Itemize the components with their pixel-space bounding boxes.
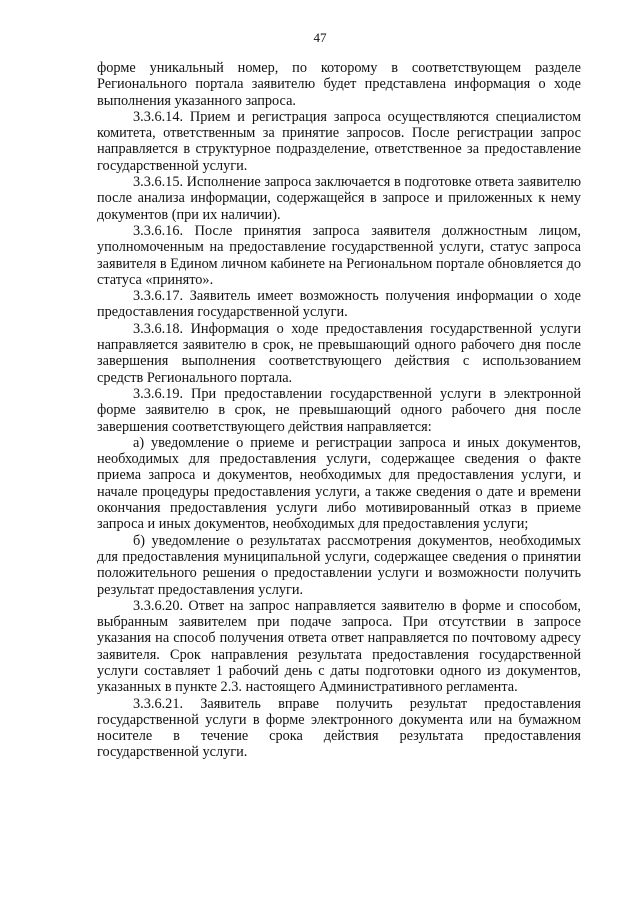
page-number: 47 <box>313 30 327 45</box>
list-item-a: а) уведомление о приеме и регистрации запроса и иных документов, необходимых для предоставления услуги, содержащее сведения о факте приема запроса и документов, необходимых для предоставления услуги, и начале процедуры предоставления услуги, а также сведения о дате и времени окончания предоставления услуги либо мотивированный отказ в приеме запроса и иных документов, необходимых для предоставления услуги; <box>97 434 581 533</box>
paragraph-3-3-6-15: 3.3.6.15. Исполнение запроса заключается в подготовке ответа заявителю после анализа информации, содержащейся в запросе и приложенных к нему документов (при их наличии). <box>97 174 581 223</box>
paragraph-3-3-6-21: 3.3.6.21. Заявитель вправе получить результат предоставления государственной услуги в форме электронного документа или на бумажном носителе в течение срока действия результата предоставления государственной услуги. <box>97 695 581 761</box>
paragraph-3-3-6-16: 3.3.6.16. После принятия запроса заявителя должностным лицом, уполномоченным на предоставление государственной услуги, статус запроса заявителя в Едином личном кабинете на Региональном портале обновляется до статуса «принято». <box>97 222 581 288</box>
paragraph-continuation: форме уникальный номер, по которому в соответствующем разделе Регионального портала заявителю будет представлена информация о ходе выполнения указанного запроса. <box>97 60 581 109</box>
list-item-b: б) уведомление о результатах рассмотрения документов, необходимых для предоставления муниципальной услуги, содержащее сведения о принятии положительного решения о предоставлении услуги и возможности получить результат предоставления услуги. <box>97 532 581 598</box>
paragraph-3-3-6-20: 3.3.6.20. Ответ на запрос направляется заявителю в форме и способом, выбранным заявителем при подаче запроса. При отсутствии в запросе указания на способ получения ответа ответ направляется по почтовому адресу заявителя. Срок направления результата предоставления государственной услуги составляет 1 рабочий день с даты подготовки одного из документов, указанных в пункте 2.3. настоящего Административного регламента. <box>97 597 581 696</box>
paragraph-3-3-6-19: 3.3.6.19. При предоставлении государственной услуги в электронной форме заявителю в срок, не превышающий одного рабочего дня после завершения соответствующего действия направляется: <box>97 385 581 435</box>
document-body <box>97 60 581 761</box>
paragraph-3-3-6-17: 3.3.6.17. Заявитель имеет возможность получения информации о ходе предоставления государственной услуги. <box>97 288 581 321</box>
paragraph-3-3-6-18: 3.3.6.18. Информация о ходе предоставления государственной услуги направляется заявителю в срок, не превышающий одного рабочего дня после завершения выполнения соответствующего действия с использованием средств Регионального портала. <box>97 320 581 386</box>
paragraph-3-3-6-14: 3.3.6.14. Прием и регистрация запроса осуществляются специалистом комитета, ответственным за принятие запросов. После регистрации запрос направляется в структурное подразделение, ответственное за предоставление государственной услуги. <box>97 108 581 174</box>
